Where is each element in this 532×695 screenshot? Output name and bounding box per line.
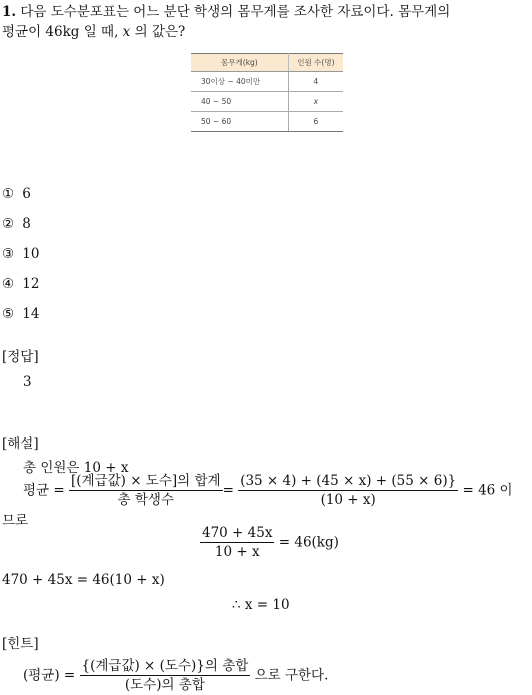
- option-marker: ②: [2, 216, 15, 232]
- mean-lhs: 평균 =: [23, 482, 65, 499]
- option-marker: ⑤: [2, 306, 15, 322]
- mean-equation: 평균 = $\frac{\text{[(계급값) × 도수]의 합계}}{\text{총 학생수}}$ = $\frac{(35 \times 4) + (45 \times x) + (55 \times 6)\}}{(10 + x)}$ = 46 이: [23, 473, 513, 508]
- option-marker: ①: [2, 186, 15, 202]
- fraction-numerator: 470 + 45x: [202, 525, 273, 541]
- fraction-numerator: [(계급값) × 도수]의 합계: [70, 473, 221, 489]
- mean-fraction: [69, 472, 223, 509]
- question-number: 1.: [2, 4, 17, 20]
- answer-value: 3: [23, 374, 32, 390]
- option-2[interactable]: [2, 216, 31, 232]
- table-row: [191, 112, 343, 132]
- simplified-rhs: = 46(kg): [278, 534, 339, 551]
- fraction-denominator: 총 학생수: [117, 492, 175, 508]
- frequency-table: [191, 53, 343, 132]
- fraction-denominator: (도수)의 총합: [124, 677, 205, 693]
- option-value: 14: [22, 306, 40, 322]
- result-line: ∴ x = 10: [232, 597, 290, 613]
- fraction-denominator: (10 + x): [320, 492, 376, 508]
- option-value: 6: [22, 186, 31, 202]
- option-1[interactable]: [2, 186, 31, 202]
- table-cell: 6: [288, 112, 343, 132]
- hint-label: [힌트]: [2, 636, 39, 652]
- table-header: 몸무게(kg): [191, 54, 288, 72]
- hint-equation: [23, 657, 328, 694]
- simplified-equation: [200, 524, 339, 561]
- question-variable: x: [122, 24, 131, 40]
- table-row: [191, 92, 343, 112]
- question-text-3: 의 값은?: [134, 24, 186, 40]
- hint-rhs: 으로 구한다.: [254, 667, 329, 684]
- option-value: 8: [22, 216, 31, 232]
- fraction-denominator: 10 + x: [214, 544, 260, 560]
- explanation-wrap: 므로: [2, 513, 29, 529]
- question-line-1: [2, 2, 450, 22]
- option-marker: ③: [2, 246, 15, 262]
- question-line-2: [2, 22, 185, 42]
- question-text: 다음 도수분포표는 어느 분단 학생의 몸무게를 조사한 자료이다. 몸무게의: [20, 4, 451, 20]
- option-4[interactable]: [2, 276, 39, 292]
- sum-fraction: [238, 472, 458, 509]
- table-header: 인원 수(명): [288, 54, 343, 72]
- explanation-total: 총 인원은 10 + x: [23, 460, 129, 476]
- hint-lhs: (평균) =: [23, 667, 76, 684]
- explanation-label: [해설]: [2, 436, 39, 452]
- option-3[interactable]: [2, 246, 39, 262]
- option-5[interactable]: [2, 306, 39, 322]
- fraction-numerator: {(계급값) × (도수)}의 총합: [81, 658, 249, 674]
- table-header-row: [191, 54, 343, 72]
- table-cell: 30이상 ~ 40미만: [191, 72, 288, 92]
- option-marker: ④: [2, 276, 15, 292]
- answer-label: [정답]: [2, 349, 39, 365]
- table-cell: 40 ~ 50: [191, 92, 288, 112]
- option-value: 10: [22, 246, 40, 262]
- table-cell: 4: [288, 72, 343, 92]
- mean-rhs: = 46 이: [462, 482, 513, 499]
- table-cell: x: [288, 92, 343, 112]
- table-cell: 50 ~ 60: [191, 112, 288, 132]
- linear-equation: 470 + 45x = 46(10 + x): [2, 572, 165, 588]
- fraction-numerator: (35 × 4) + (45 × x) + (55 × 6)}: [240, 473, 457, 489]
- simplified-fraction: [200, 524, 274, 561]
- question-text-2: 평균이 46kg 일 때,: [2, 24, 119, 40]
- hint-fraction: [80, 657, 251, 694]
- option-value: 12: [22, 276, 40, 292]
- table-row: [191, 72, 343, 92]
